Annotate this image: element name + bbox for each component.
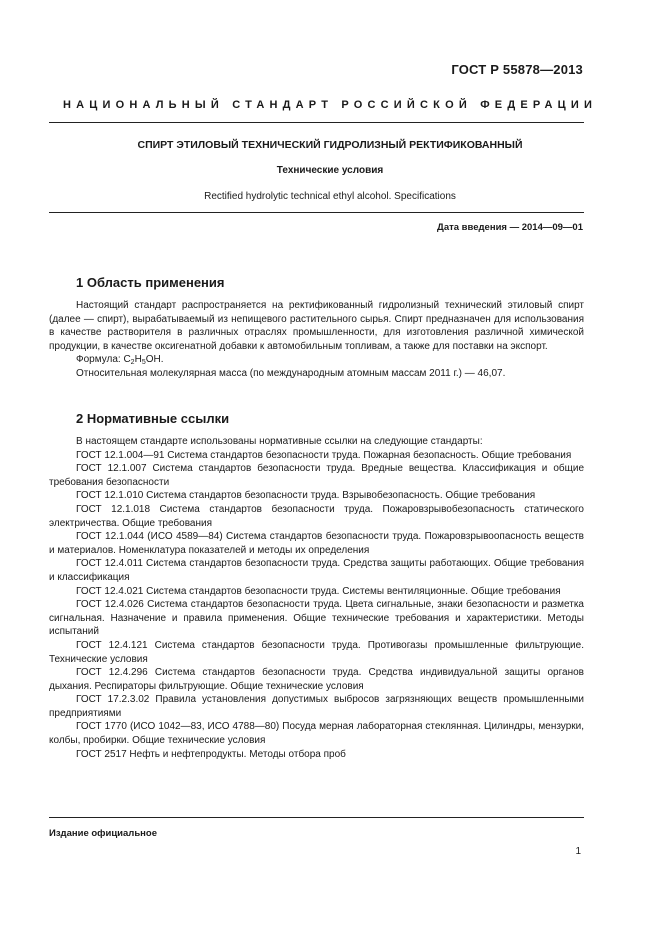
molar-mass-line: Относительная молекулярная масса (по международным атомным массам 2011 г.) — 46,07. [76, 367, 506, 379]
top-divider [49, 122, 584, 123]
page-number: 1 [575, 846, 581, 857]
references-intro: В настоящем стандарте использованы нормативные ссылки на следующие стандарты: [76, 436, 483, 447]
reference-item: ГОСТ 17.2.3.02 Правила установления допустимых выбросов загрязняющих веществ промышленными предприятиями [49, 694, 584, 719]
national-standard-heading: НАЦИОНАЛЬНЫЙ СТАНДАРТ РОССИЙСКОЙ ФЕДЕРАЦИИ [62, 99, 598, 111]
reference-item: ГОСТ 12.1.010 Система стандартов безопасности труда. Взрывобезопасность. Общие требования [76, 490, 536, 502]
section-1-heading: 1 Область применения [76, 275, 225, 290]
official-edition-note: Издание официальное [49, 828, 157, 839]
reference-item: ГОСТ 12.1.004—91 Система стандартов безопасности труда. Пожарная безопасность. Общие требования [76, 449, 572, 461]
reference-item: ГОСТ 2517 Нефть и нефтепродукты. Методы отбора проб [76, 748, 346, 760]
section-1-body [49, 299, 584, 381]
reference-item: ГОСТ 12.4.021 Система стандартов безопасности труда. Системы вентиляционные. Общие требования [76, 585, 561, 597]
document-subtitle: Технические условия [276, 165, 384, 176]
formula-line: Формула: $C_2H_5OH$. [76, 354, 164, 367]
document-title: СПИРТ ЭТИЛОВЫЙ ТЕХНИЧЕСКИЙ ГИДРОЛИЗНЫЙ РЕКТИФИКОВАННЫЙ [137, 139, 523, 151]
reference-item: ГОСТ 12.1.018 Система стандартов безопасности труда. Пожаровзрывобезопасность статического электричества. Общие требования [49, 503, 584, 529]
reference-item: ГОСТ 12.4.026 Система стандартов безопасности труда. Цвета сигнальные, знаки безопасности и разметка сигнальная. Назначение и правила применения. Общие технические требования и характеристики. Методы испытаний [49, 599, 584, 638]
introduction-date: Дата введения — 2014—09—01 [437, 222, 583, 233]
section-2-heading: 2 Нормативные ссылки [76, 411, 230, 426]
footer-divider [49, 817, 584, 818]
reference-item: ГОСТ 12.1.044 (ИСО 4589—84) Система стандартов безопасности труда. Пожаровзрывоопасность веществ и материалов. Номенклатура показателей и методы их определения [49, 531, 584, 556]
reference-item: ГОСТ 12.1.007 Система стандартов безопасности труда. Вредные вещества. Классификация и общие требования безопасности [49, 463, 584, 488]
reference-item: ГОСТ 12.4.296 Система стандартов безопасности труда. Средства индивидуальной защиты органов дыхания. Респираторы фильтрующие. Общие технические условия [49, 667, 584, 692]
document-title-english: Rectified hydrolytic technical ethyl alcohol. Specifications [204, 191, 456, 202]
document-id: ГОСТ Р 55878—2013 [451, 62, 583, 77]
reference-item: ГОСТ 12.4.121 Система стандартов безопасности труда. Противогазы промышленные фильтрующие. Технические условия [49, 639, 584, 665]
scope-paragraph: Настоящий стандарт распространяется на ректификованный гидролизный технический этиловый спирт (далее — спирт), вырабатываемый из непищевого растительного сырья. Спирт предназначен для использования в качестве растворителя в различных отраслях промышленности, для изготовления различной химической продукции, в качестве оксигенатной добавки к автомобильным топливам, а также для поставки на экспорт. [49, 300, 584, 352]
title-divider [49, 212, 584, 213]
section-2-body [49, 435, 584, 761]
reference-item: ГОСТ 12.4.011 Система стандартов безопасности труда. Средства защиты работающих. Общие требования и классификация [49, 558, 584, 583]
reference-item: ГОСТ 1770 (ИСО 1042—83, ИСО 4788—80) Посуда мерная лабораторная стеклянная. Цилиндры, мензурки, колбы, пробирки. Общие технические условия [49, 721, 584, 747]
